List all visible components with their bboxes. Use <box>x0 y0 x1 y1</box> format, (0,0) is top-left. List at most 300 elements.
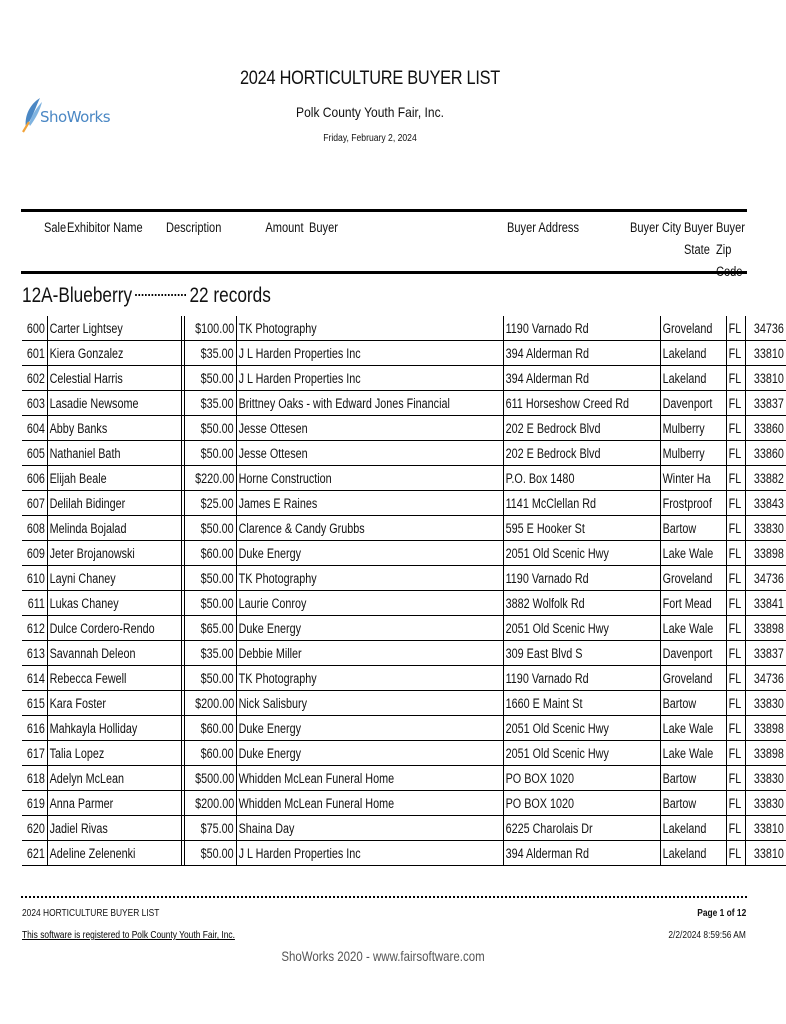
cell-address-text: PO BOX 1020 <box>505 770 574 786</box>
cell-city <box>661 841 727 866</box>
cell-buyer-text: Whidden McLean Funeral Home <box>238 795 394 811</box>
cell-buyer <box>236 366 503 391</box>
cell-zip-text: 33843 <box>754 495 785 511</box>
cell-zip <box>746 591 786 616</box>
cell-state-text: FL <box>728 320 742 336</box>
cell-buyer <box>236 441 503 466</box>
cell-zip <box>746 316 786 341</box>
cell-exhibitor-text: Abby Banks <box>49 420 107 436</box>
cell-amount-text: $50.00 <box>201 595 235 611</box>
cell-amount-text: $50.00 <box>201 520 235 536</box>
table-row <box>22 841 786 866</box>
cell-city <box>661 766 727 791</box>
cell-address <box>503 666 660 691</box>
cell-amount <box>184 741 236 766</box>
col-state-line1: Buyer <box>684 220 713 235</box>
cell-amount-text: $35.00 <box>201 395 235 411</box>
cell-exhibitor <box>47 616 181 641</box>
group-count: 22 records <box>189 284 271 307</box>
footer-report-name: 2024 HORTICULTURE BUYER LIST <box>22 907 160 919</box>
cell-buyer <box>236 791 503 816</box>
cell-zip-text: 34736 <box>754 320 785 336</box>
cell-address-text: 394 Alderman Rd <box>505 345 589 361</box>
cell-city <box>661 691 727 716</box>
table-row <box>22 391 786 416</box>
cell-city-text: Lakeland <box>662 345 707 361</box>
cell-exhibitor <box>47 641 181 666</box>
cell-sale <box>22 666 47 691</box>
cell-city <box>661 466 727 491</box>
header-top-rule <box>21 209 747 212</box>
cell-buyer <box>236 766 503 791</box>
cell-exhibitor <box>47 716 181 741</box>
cell-amount-text: $60.00 <box>201 745 235 761</box>
cell-address <box>503 391 660 416</box>
cell-zip <box>746 841 786 866</box>
cell-zip-text: 33830 <box>754 770 785 786</box>
cell-amount <box>184 341 236 366</box>
cell-address-text: 1190 Varnado Rd <box>505 570 589 586</box>
cell-zip-text: 33830 <box>754 520 785 536</box>
cell-address <box>503 541 660 566</box>
table-row <box>22 766 786 791</box>
cell-buyer <box>236 316 503 341</box>
cell-address-text: 3882 Wolfolk Rd <box>505 595 585 611</box>
cell-amount-text: $35.00 <box>201 345 235 361</box>
cell-exhibitor-text: Anna Parmer <box>49 795 113 811</box>
cell-amount-text: $60.00 <box>201 545 235 561</box>
cell-exhibitor-text: Layni Chaney <box>49 570 116 586</box>
cell-address <box>503 491 660 516</box>
table-row <box>22 591 786 616</box>
cell-exhibitor-text: Celestial Harris <box>49 370 123 386</box>
cell-state <box>727 841 746 866</box>
cell-sale <box>22 841 47 866</box>
cell-buyer <box>236 616 503 641</box>
cell-state <box>727 491 746 516</box>
cell-zip-text: 33898 <box>754 545 785 561</box>
cell-zip-text: 33860 <box>754 420 785 436</box>
cell-state-text: FL <box>728 720 742 736</box>
cell-sale <box>22 616 47 641</box>
cell-state-text: FL <box>728 420 742 436</box>
header-bottom-rule <box>21 271 747 274</box>
cell-buyer-text: Duke Energy <box>238 545 301 561</box>
cell-address-text: 595 E Hooker St <box>505 520 585 536</box>
cell-sale <box>22 541 47 566</box>
cell-sale <box>22 416 47 441</box>
cell-exhibitor-text: Melinda Bojalad <box>49 520 126 536</box>
cell-amount <box>184 566 236 591</box>
cell-city <box>661 316 727 341</box>
cell-city-text: Davenport <box>662 645 713 661</box>
cell-state-text: FL <box>728 670 742 686</box>
cell-state-text: FL <box>728 345 742 361</box>
cell-amount <box>184 691 236 716</box>
cell-city-text: Groveland <box>662 320 713 336</box>
cell-city <box>661 541 727 566</box>
col-exhibitor: Exhibitor Name <box>67 220 143 235</box>
cell-zip <box>746 366 786 391</box>
cell-state <box>727 741 746 766</box>
cell-sale-text: 607 <box>26 495 45 511</box>
cell-address <box>503 441 660 466</box>
cell-state-text: FL <box>728 770 742 786</box>
cell-buyer <box>236 416 503 441</box>
cell-address <box>503 641 660 666</box>
cell-state-text: FL <box>728 620 742 636</box>
cell-address <box>503 566 660 591</box>
cell-amount-text: $50.00 <box>201 420 235 436</box>
cell-sale-text: 612 <box>26 620 45 636</box>
cell-buyer <box>236 666 503 691</box>
cell-amount-text: $100.00 <box>195 320 235 336</box>
cell-buyer <box>236 391 503 416</box>
cell-exhibitor <box>47 841 181 866</box>
col-description: Description <box>166 220 222 235</box>
cell-address-text: 202 E Bedrock Blvd <box>505 420 601 436</box>
cell-sale-text: 613 <box>26 645 45 661</box>
report-date: Friday, February 2, 2024 <box>323 133 417 144</box>
cell-sale-text: 608 <box>26 520 45 536</box>
cell-state-text: FL <box>728 520 742 536</box>
table-row <box>22 716 786 741</box>
cell-zip <box>746 816 786 841</box>
cell-amount <box>184 316 236 341</box>
cell-amount-text: $220.00 <box>195 470 235 486</box>
cell-city-text: Fort Mead <box>662 595 712 611</box>
cell-amount <box>184 766 236 791</box>
cell-address-text: 2051 Old Scenic Hwy <box>505 545 609 561</box>
cell-city-text: Lake Wale <box>662 720 714 736</box>
cell-city-text: Winter Ha <box>662 470 711 486</box>
table-row <box>22 641 786 666</box>
cell-buyer-text: James E Raines <box>238 495 317 511</box>
cell-buyer-text: Nick Salisbury <box>238 695 307 711</box>
cell-zip <box>746 516 786 541</box>
col-sale: Sale <box>44 220 67 235</box>
cell-exhibitor-text: Rebecca Fewell <box>49 670 126 686</box>
cell-amount <box>184 591 236 616</box>
cell-amount <box>184 841 236 866</box>
cell-state <box>727 316 746 341</box>
cell-city <box>661 416 727 441</box>
cell-exhibitor <box>47 416 181 441</box>
cell-zip-text: 33810 <box>754 370 785 386</box>
cell-zip <box>746 416 786 441</box>
cell-address <box>503 791 660 816</box>
cell-city <box>661 516 727 541</box>
cell-zip <box>746 766 786 791</box>
cell-sale-text: 618 <box>26 770 45 786</box>
cell-exhibitor-text: Lukas Chaney <box>49 595 119 611</box>
leader-dots <box>135 294 186 296</box>
cell-city <box>661 366 727 391</box>
cell-city <box>661 741 727 766</box>
cell-zip-text: 33837 <box>754 395 785 411</box>
cell-amount <box>184 516 236 541</box>
col-address: Buyer Address <box>507 220 579 235</box>
cell-buyer <box>236 591 503 616</box>
cell-exhibitor <box>47 391 181 416</box>
cell-state <box>727 641 746 666</box>
cell-city-text: Davenport <box>662 395 713 411</box>
cell-zip-text: 34736 <box>754 570 785 586</box>
cell-zip <box>746 491 786 516</box>
cell-exhibitor <box>47 441 181 466</box>
table-row <box>22 541 786 566</box>
cell-sale <box>22 641 47 666</box>
cell-address-text: 2051 Old Scenic Hwy <box>505 720 609 736</box>
cell-state <box>727 341 746 366</box>
cell-address-text: 309 East Blvd S <box>505 645 583 661</box>
cell-exhibitor-text: Kiera Gonzalez <box>49 345 123 361</box>
cell-address-text: 6225 Charolais Dr <box>505 820 593 836</box>
col-city: Buyer City <box>630 220 682 235</box>
cell-zip-text: 33898 <box>754 620 785 636</box>
cell-zip-text: 33810 <box>754 845 785 861</box>
cell-exhibitor-text: Adeline Zelenenki <box>49 845 135 861</box>
col-zip-line2: Zip <box>716 242 732 257</box>
cell-state-text: FL <box>728 845 742 861</box>
cell-amount <box>184 466 236 491</box>
cell-city-text: Bartow <box>662 770 697 786</box>
cell-city-text: Lakeland <box>662 845 707 861</box>
cell-address <box>503 766 660 791</box>
cell-zip-text: 33830 <box>754 695 785 711</box>
cell-buyer-text: Horne Construction <box>238 470 332 486</box>
cell-city <box>661 641 727 666</box>
cell-city <box>661 391 727 416</box>
cell-amount-text: $500.00 <box>195 770 235 786</box>
cell-address <box>503 341 660 366</box>
cell-zip <box>746 641 786 666</box>
footer-timestamp: 2/2/2024 8:59:56 AM <box>668 929 746 941</box>
cell-sale <box>22 691 47 716</box>
cell-exhibitor-text: Elijah Beale <box>49 470 107 486</box>
cell-buyer <box>236 691 503 716</box>
group-heading <box>22 284 271 308</box>
cell-address-text: 394 Alderman Rd <box>505 845 589 861</box>
cell-amount <box>184 441 236 466</box>
report-subtitle: Polk County Youth Fair, Inc. <box>296 104 444 120</box>
cell-sale-text: 605 <box>26 445 45 461</box>
cell-address-text: 394 Alderman Rd <box>505 370 589 386</box>
cell-zip <box>746 666 786 691</box>
cell-amount-text: $25.00 <box>201 495 235 511</box>
cell-buyer-text: J L Harden Properties Inc <box>238 370 361 386</box>
cell-buyer <box>236 541 503 566</box>
cell-zip <box>746 441 786 466</box>
cell-address <box>503 691 660 716</box>
cell-zip <box>746 391 786 416</box>
cell-address-text: 2051 Old Scenic Hwy <box>505 620 609 636</box>
cell-buyer-text: Debbie Miller <box>238 645 302 661</box>
cell-zip <box>746 791 786 816</box>
cell-buyer <box>236 466 503 491</box>
cell-state-text: FL <box>728 570 742 586</box>
cell-state <box>727 566 746 591</box>
cell-buyer-text: TK Photography <box>238 320 317 336</box>
cell-exhibitor <box>47 691 181 716</box>
cell-amount-text: $65.00 <box>201 620 235 636</box>
cell-state <box>727 716 746 741</box>
col-state <box>684 217 713 261</box>
cell-address-text: 2051 Old Scenic Hwy <box>505 745 609 761</box>
cell-zip <box>746 466 786 491</box>
cell-sale-text: 610 <box>26 570 45 586</box>
cell-state <box>727 391 746 416</box>
cell-city-text: Mulberry <box>662 445 705 461</box>
cell-sale-text: 601 <box>26 345 45 361</box>
cell-exhibitor <box>47 766 181 791</box>
cell-exhibitor <box>47 566 181 591</box>
cell-address <box>503 841 660 866</box>
cell-address-text: 1141 McClellan Rd <box>505 495 596 511</box>
cell-state <box>727 466 746 491</box>
cell-exhibitor <box>47 541 181 566</box>
cell-sale <box>22 741 47 766</box>
cell-zip-text: 33898 <box>754 720 785 736</box>
cell-sale-text: 604 <box>26 420 45 436</box>
cell-state-text: FL <box>728 470 742 486</box>
footer-website: ShoWorks 2020 - www.fairsoftware.com <box>281 948 485 964</box>
cell-address <box>503 816 660 841</box>
cell-city-text: Lakeland <box>662 370 707 386</box>
cell-city-text: Groveland <box>662 570 713 586</box>
cell-state-text: FL <box>728 370 742 386</box>
cell-buyer-text: Jesse Ottesen <box>238 420 308 436</box>
cell-sale-text: 614 <box>26 670 45 686</box>
cell-city <box>661 341 727 366</box>
cell-sale <box>22 566 47 591</box>
table-row <box>22 416 786 441</box>
cell-state-text: FL <box>728 820 742 836</box>
table-row <box>22 466 786 491</box>
cell-zip-text: 33860 <box>754 445 785 461</box>
table-row <box>22 316 786 341</box>
cell-exhibitor-text: Carter Lightsey <box>49 320 123 336</box>
cell-buyer <box>236 566 503 591</box>
cell-zip <box>746 341 786 366</box>
table-row <box>22 791 786 816</box>
cell-exhibitor-text: Jadiel Rivas <box>49 820 108 836</box>
cell-city-text: Lake Wale <box>662 545 714 561</box>
col-amount: Amount <box>265 220 304 235</box>
cell-amount-text: $50.00 <box>201 670 235 686</box>
cell-exhibitor <box>47 666 181 691</box>
cell-sale-text: 616 <box>26 720 45 736</box>
cell-exhibitor <box>47 491 181 516</box>
cell-address <box>503 716 660 741</box>
cell-buyer <box>236 716 503 741</box>
cell-exhibitor-text: Nathaniel Bath <box>49 445 120 461</box>
cell-address <box>503 466 660 491</box>
cell-exhibitor-text: Savannah Deleon <box>49 645 136 661</box>
cell-state <box>727 541 746 566</box>
cell-buyer-text: Duke Energy <box>238 745 301 761</box>
cell-address <box>503 516 660 541</box>
cell-address-text: P.O. Box 1480 <box>505 470 575 486</box>
cell-city-text: Groveland <box>662 670 713 686</box>
col-zip <box>716 217 745 273</box>
cell-zip-text: 33810 <box>754 345 785 361</box>
cell-address-text: 202 E Bedrock Blvd <box>505 445 601 461</box>
cell-buyer <box>236 841 503 866</box>
cell-zip <box>746 541 786 566</box>
cell-zip-text: 33830 <box>754 795 785 811</box>
cell-amount <box>184 616 236 641</box>
table-row <box>22 616 786 641</box>
table-row <box>22 366 786 391</box>
cell-buyer <box>236 641 503 666</box>
cell-exhibitor <box>47 516 181 541</box>
cell-sale-text: 617 <box>26 745 45 761</box>
table-row <box>22 516 786 541</box>
cell-state-text: FL <box>728 445 742 461</box>
cell-buyer-text: Jesse Ottesen <box>238 445 308 461</box>
report-title: 2024 HORTICULTURE BUYER LIST <box>239 68 501 89</box>
col-buyer: Buyer <box>309 220 338 235</box>
cell-sale-text: 611 <box>27 595 45 611</box>
cell-state-text: FL <box>728 745 742 761</box>
cell-city <box>661 716 727 741</box>
cell-zip <box>746 566 786 591</box>
cell-state <box>727 416 746 441</box>
registration-link[interactable]: This software is registered to Polk County Youth Fair, Inc. <box>22 929 235 941</box>
cell-address <box>503 741 660 766</box>
cell-amount <box>184 391 236 416</box>
cell-exhibitor <box>47 741 181 766</box>
cell-exhibitor <box>47 466 181 491</box>
cell-amount-text: $200.00 <box>195 695 235 711</box>
table-row <box>22 816 786 841</box>
table-row <box>22 341 786 366</box>
cell-state-text: FL <box>728 395 742 411</box>
cell-exhibitor-text: Kara Foster <box>49 695 106 711</box>
cell-city <box>661 591 727 616</box>
cell-address-text: 1660 E Maint St <box>505 695 583 711</box>
cell-exhibitor-text: Lasadie Newsome <box>49 395 138 411</box>
cell-state <box>727 791 746 816</box>
cell-city <box>661 491 727 516</box>
cell-buyer-text: Shaina Day <box>238 820 295 836</box>
cell-exhibitor-text: Talia Lopez <box>49 745 104 761</box>
cell-address <box>503 416 660 441</box>
cell-city-text: Bartow <box>662 695 697 711</box>
cell-exhibitor <box>47 791 181 816</box>
cell-city <box>661 566 727 591</box>
cell-city-text: Lake Wale <box>662 745 714 761</box>
cell-buyer-text: J L Harden Properties Inc <box>238 845 361 861</box>
footer-rule <box>21 896 747 898</box>
cell-amount <box>184 491 236 516</box>
cell-address-text: 1190 Varnado Rd <box>505 320 589 336</box>
cell-buyer-text: Brittney Oaks - with Edward Jones Financial <box>238 395 450 411</box>
cell-state <box>727 441 746 466</box>
cell-amount <box>184 666 236 691</box>
cell-buyer <box>236 816 503 841</box>
table-row <box>22 666 786 691</box>
cell-state-text: FL <box>728 495 742 511</box>
cell-state-text: FL <box>728 695 742 711</box>
cell-state <box>727 666 746 691</box>
table-row <box>22 741 786 766</box>
cell-amount <box>184 791 236 816</box>
cell-buyer <box>236 341 503 366</box>
footer-registration[interactable] <box>22 929 235 941</box>
cell-zip-text: 33841 <box>754 595 785 611</box>
